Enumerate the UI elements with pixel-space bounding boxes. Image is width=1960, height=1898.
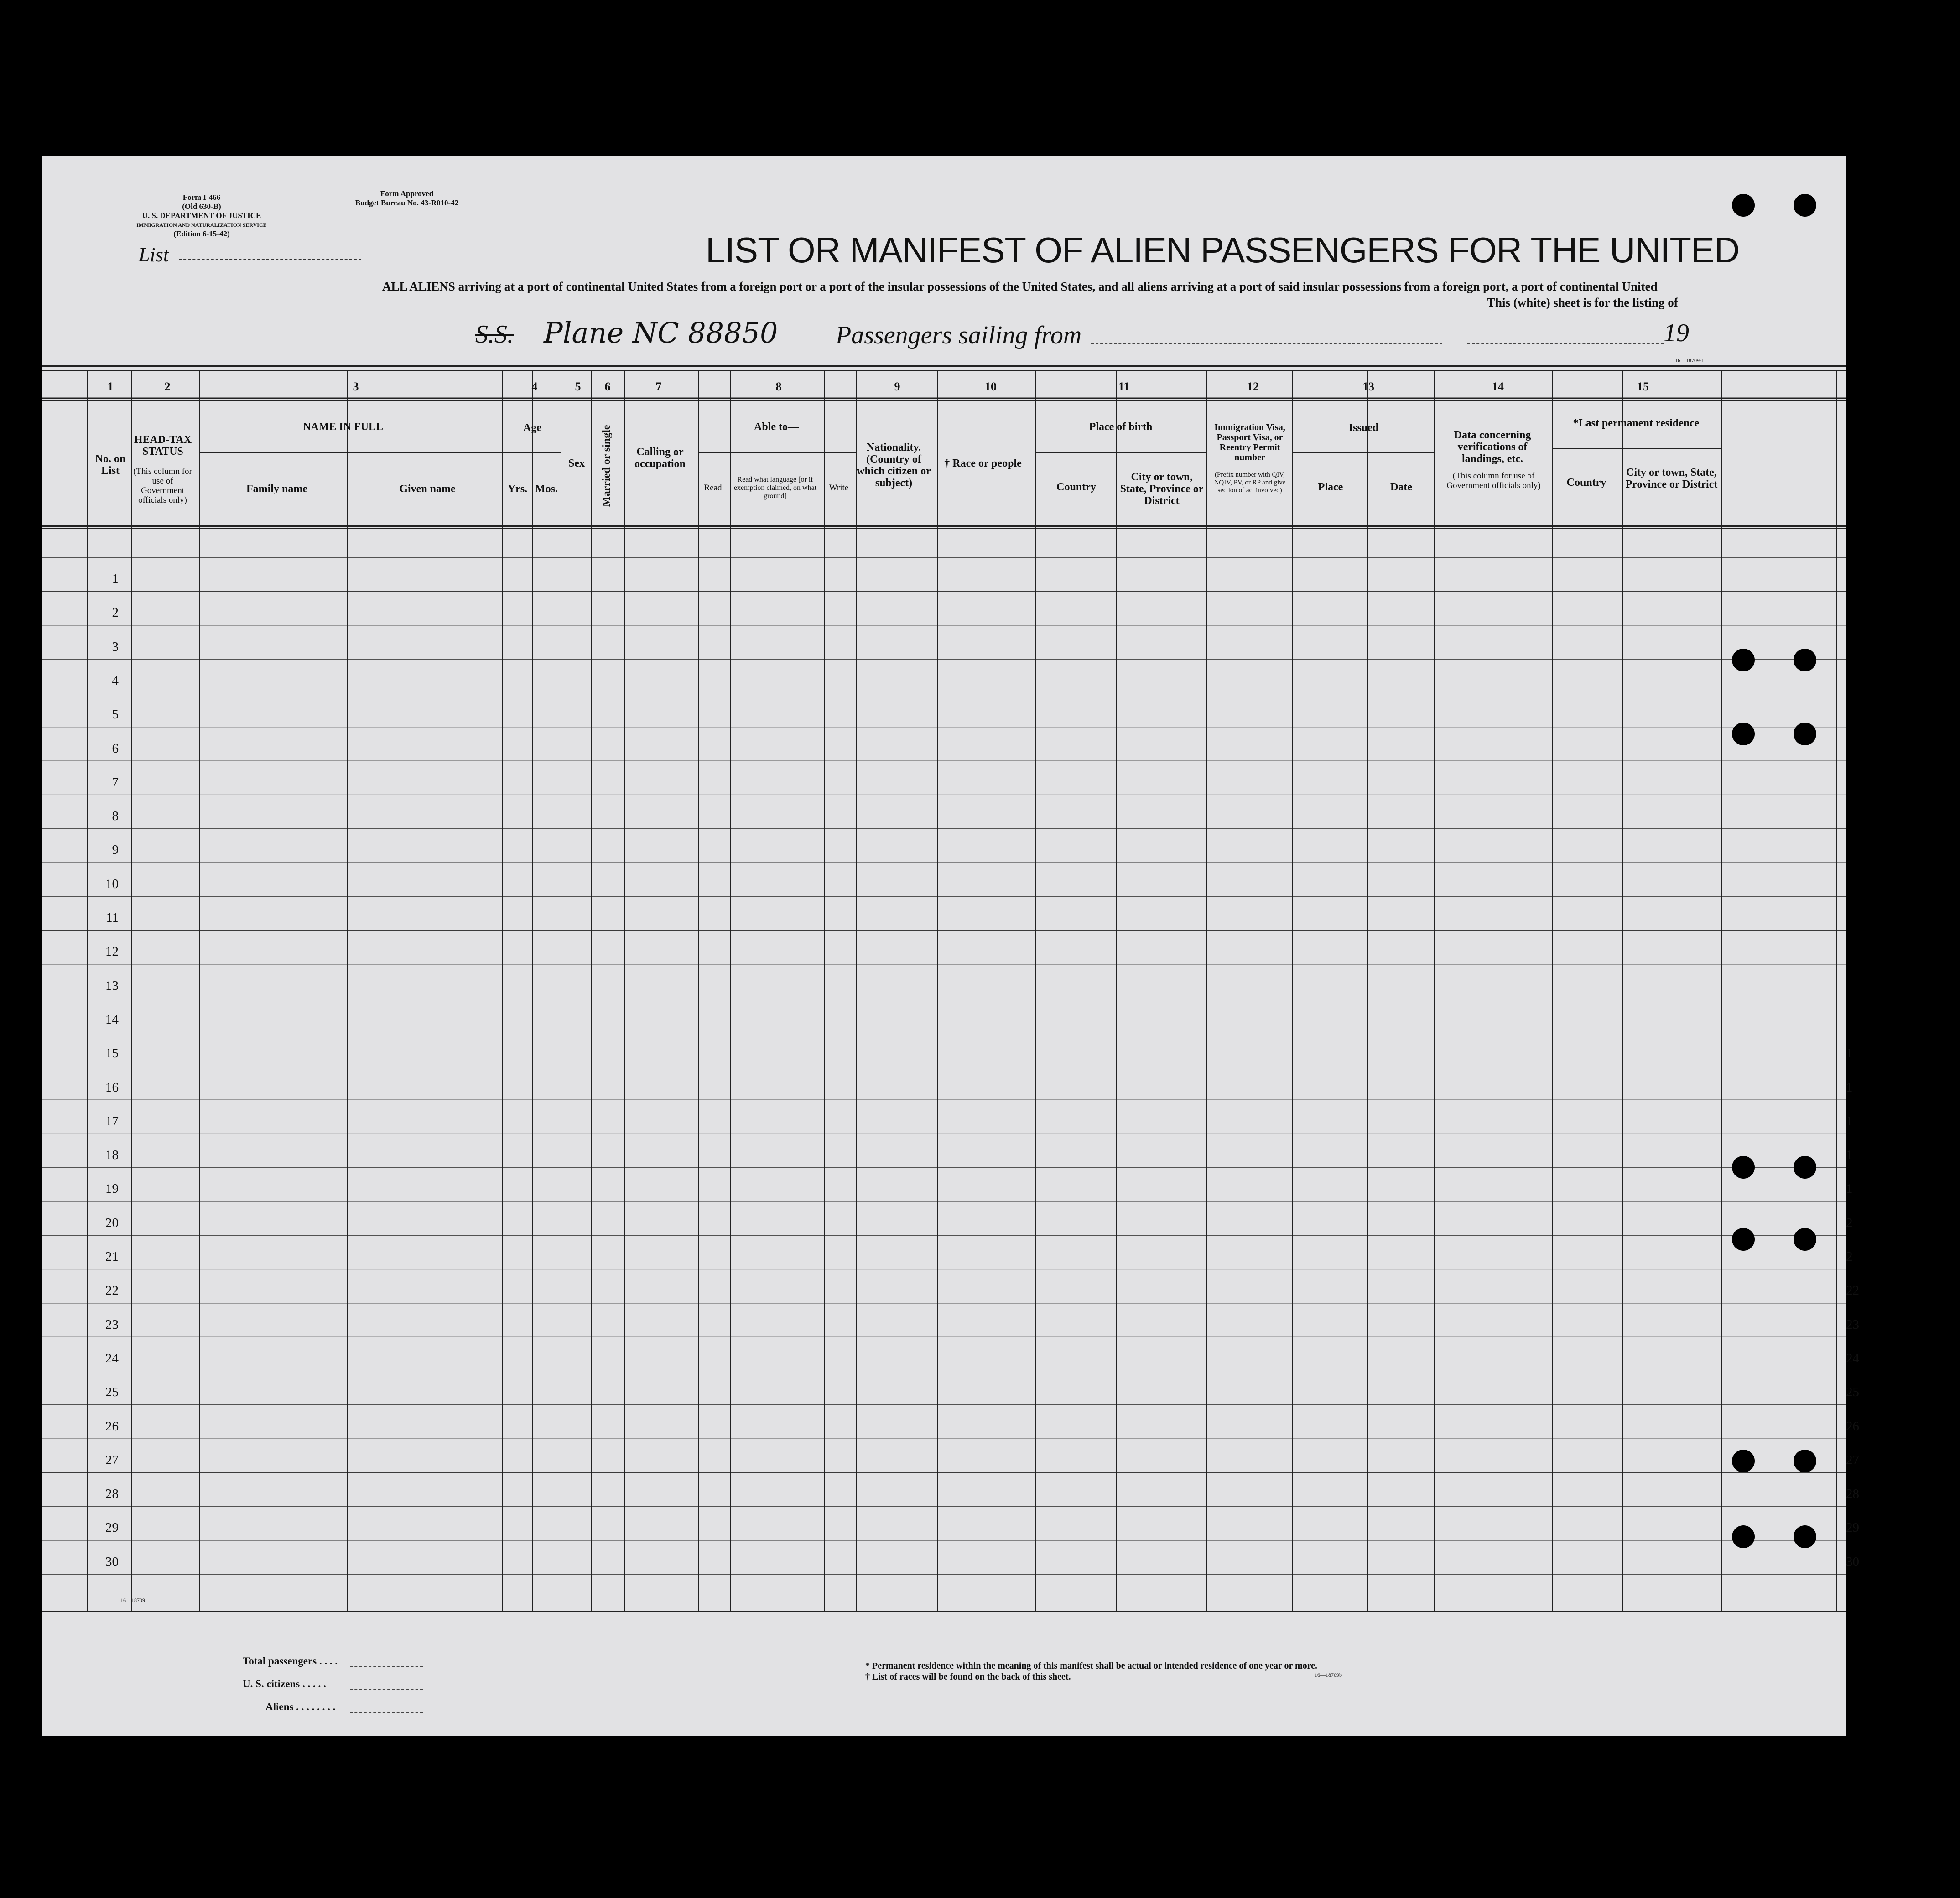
- punch-hole: [1732, 1525, 1755, 1548]
- header-given-name: Given name: [399, 483, 456, 495]
- column-number: 9: [894, 380, 900, 393]
- header-no-on-list: No. on List: [95, 453, 126, 477]
- punch-hole: [1794, 1156, 1816, 1179]
- punch-hole: [1732, 649, 1755, 671]
- header-data-concerning: Data concerning verifications of landings, etc.: [1454, 429, 1531, 465]
- column-number: 6: [604, 380, 611, 393]
- punch-hole: [1732, 723, 1755, 745]
- footnote-races: † List of races will be found on the back of this sheet.: [865, 1672, 1071, 1682]
- header-yrs: Yrs.: [507, 483, 528, 495]
- row-number: 26: [105, 1419, 119, 1434]
- column-number: 11: [1118, 380, 1130, 393]
- footnote-residence: * Permanent residence within the meaning of this manifest shall be actual or intended residence of one year or more.: [865, 1661, 1318, 1671]
- punch-hole: [1794, 1228, 1816, 1251]
- row-number: 24: [105, 1351, 119, 1366]
- header-race: † Race or people: [944, 458, 1022, 469]
- header-issued: Issued: [1348, 422, 1379, 434]
- row-number: 3: [112, 639, 119, 654]
- manifest-title: LIST OR MANIFEST OF ALIEN PASSENGERS FOR THE UNITED: [706, 230, 1740, 270]
- sailing-label: Passengers sailing from: [836, 321, 1082, 349]
- header-mos: Mos.: [535, 483, 558, 495]
- row-number: 6: [112, 741, 119, 756]
- row-number: 11: [106, 910, 119, 925]
- row-number: 16: [105, 1080, 119, 1095]
- header-issued-date: Date: [1390, 481, 1412, 493]
- aliens-label: Aliens . . . . . . . .: [265, 1701, 336, 1712]
- row-number: 13: [105, 978, 119, 993]
- header-calling: Calling or occupation: [634, 446, 686, 470]
- overflow-row-number: 1: [1846, 1046, 1853, 1061]
- row-number: 14: [105, 1012, 119, 1027]
- service: IMMIGRATION AND NATURALIZATION SERVICE: [136, 222, 267, 228]
- row-number: 20: [105, 1215, 119, 1230]
- punch-hole: [1732, 1228, 1755, 1251]
- punch-hole: [1794, 194, 1816, 217]
- manifest-sheet: [42, 156, 1859, 1736]
- punch-hole: [1732, 194, 1755, 217]
- header-able-to: Able to—: [754, 421, 799, 433]
- list-label: List: [139, 244, 169, 266]
- header-read-language: Read what language [or if exemption claimed, on what ground]: [733, 476, 817, 500]
- header-place-of-birth: Place of birth: [1089, 421, 1153, 433]
- overflow-row-number: 28: [1846, 1487, 1859, 1502]
- row-number: 29: [105, 1520, 119, 1535]
- row-number: 12: [105, 944, 119, 959]
- form-number: Form I-466: [182, 193, 221, 202]
- table-grid: [42, 156, 1846, 1736]
- header-last-residence: *Last permanent residence: [1573, 417, 1700, 429]
- header-read: Read: [704, 483, 722, 493]
- form-approved: Form Approved: [380, 189, 434, 198]
- row-number: 27: [105, 1452, 119, 1467]
- overflow-row-number: 2: [1846, 1249, 1853, 1264]
- row-number: 1: [112, 572, 119, 586]
- column-number: 10: [985, 380, 997, 393]
- header-sex: Sex: [568, 458, 585, 469]
- column-number: 12: [1247, 380, 1259, 393]
- row-number: 8: [112, 809, 119, 824]
- header-data-note: (This column for use of Government officials only): [1446, 471, 1541, 490]
- row-number: 22: [105, 1283, 119, 1298]
- punch-hole: [1732, 1450, 1755, 1472]
- punch-hole: [1794, 723, 1816, 745]
- overflow-row-number: 27: [1846, 1452, 1859, 1467]
- overflow-row-number: 24: [1846, 1351, 1859, 1366]
- row-number: 23: [105, 1317, 119, 1332]
- header-birth-city: City or town, State, Province or District: [1120, 471, 1204, 507]
- header-res-city: City or town, State, Province or District: [1625, 467, 1718, 490]
- header-head-tax-note: (This column for use of Government officials only): [133, 467, 192, 505]
- overflow-row-number: 26: [1846, 1419, 1859, 1434]
- column-number: 2: [164, 380, 171, 393]
- edition: (Edition 6-15-42): [173, 229, 230, 238]
- column-number: 3: [353, 380, 359, 393]
- print-code-bottom: 16—18709: [120, 1597, 145, 1603]
- row-number: 25: [105, 1385, 119, 1400]
- row-number: 5: [112, 707, 119, 722]
- overflow-row-number: 1: [1846, 1080, 1853, 1095]
- us-citizens-line: [350, 1689, 423, 1690]
- row-number: 7: [112, 775, 119, 790]
- overflow-row-number: 1: [1846, 1181, 1853, 1196]
- column-number: 7: [655, 380, 662, 393]
- overflow-row-number: 2: [1846, 1215, 1853, 1230]
- total-passengers-label: Total passengers . . . .: [243, 1655, 338, 1667]
- header-married: Married or single: [601, 425, 613, 507]
- header-nationality: Nationality. (Country of which citizen or subject): [857, 442, 931, 489]
- aliens-line: [350, 1712, 423, 1713]
- vessel-struck: S.S.: [475, 320, 514, 348]
- subtitle-line-2: This (white) sheet is for the listing of: [1487, 296, 1678, 309]
- header-visa-note: (Prefix number with QIV, NQIV, PV, or RP and give section of act involved): [1214, 471, 1286, 494]
- header-issued-place: Place: [1318, 481, 1343, 493]
- print-code-top: 16—18709-1: [1675, 357, 1704, 364]
- overflow-row-number: 30: [1846, 1554, 1859, 1569]
- overflow-row-number: 25: [1846, 1385, 1859, 1400]
- old-number: (Old 630-B): [182, 202, 221, 211]
- total-passengers-line: [350, 1666, 423, 1667]
- row-number: 21: [105, 1249, 119, 1264]
- punch-hole: [1794, 1525, 1816, 1548]
- overflow-row-number: 23: [1846, 1317, 1859, 1332]
- punch-hole: [1732, 1156, 1755, 1179]
- column-number: 14: [1492, 380, 1504, 393]
- row-number: 9: [112, 842, 119, 858]
- row-number: 28: [105, 1487, 119, 1502]
- row-number: 15: [105, 1046, 119, 1061]
- column-number: 13: [1362, 380, 1374, 393]
- column-number: 5: [575, 380, 581, 393]
- row-number: 4: [112, 673, 119, 688]
- row-number: 10: [105, 876, 119, 891]
- year-prefix: 19: [1664, 319, 1689, 347]
- header-write: Write: [829, 483, 849, 493]
- column-number: 4: [531, 380, 538, 393]
- row-number: 2: [112, 605, 119, 620]
- budget-number: Budget Bureau No. 43-R010-42: [355, 198, 459, 207]
- overflow-row-number: 29: [1846, 1520, 1859, 1535]
- punch-hole: [1794, 1450, 1816, 1472]
- header-visa: Immigration Visa, Passport Visa, or Reentry Permit number: [1214, 422, 1285, 463]
- subtitle-line-1: ALL ALIENS arriving at a port of continental United States from a foreign port or a port of the insular possessions of the United States, and all aliens arriving at a port of said insular possessions from a foreign port, a port of continental United: [382, 280, 1658, 293]
- header-name-in-full: NAME IN FULL: [302, 421, 383, 433]
- footnote-code: 16—18709b: [1315, 1672, 1342, 1678]
- punch-hole: [1794, 649, 1816, 671]
- header-head-tax: HEAD-TAX STATUS: [134, 434, 192, 458]
- department: U. S. DEPARTMENT OF JUSTICE: [142, 211, 261, 220]
- overflow-row-number: 1: [1846, 1113, 1853, 1128]
- row-number: 17: [105, 1113, 119, 1128]
- column-number: 8: [775, 380, 782, 393]
- header-birth-country: Country: [1056, 481, 1096, 493]
- overflow-row-number: 1: [1846, 1148, 1853, 1163]
- column-number: 15: [1637, 380, 1649, 393]
- row-number: 19: [105, 1181, 119, 1196]
- header-family-name: Family name: [246, 483, 307, 495]
- us-citizens-label: U. S. citizens . . . . .: [243, 1678, 326, 1690]
- row-number: 18: [105, 1148, 119, 1163]
- header-res-country: Country: [1566, 477, 1606, 489]
- header-age: Age: [523, 422, 541, 434]
- row-number: 30: [105, 1554, 119, 1569]
- column-number: 1: [107, 380, 114, 393]
- overflow-row-number: 22: [1846, 1283, 1859, 1298]
- vessel-handwritten: Plane NC 88850: [544, 316, 778, 349]
